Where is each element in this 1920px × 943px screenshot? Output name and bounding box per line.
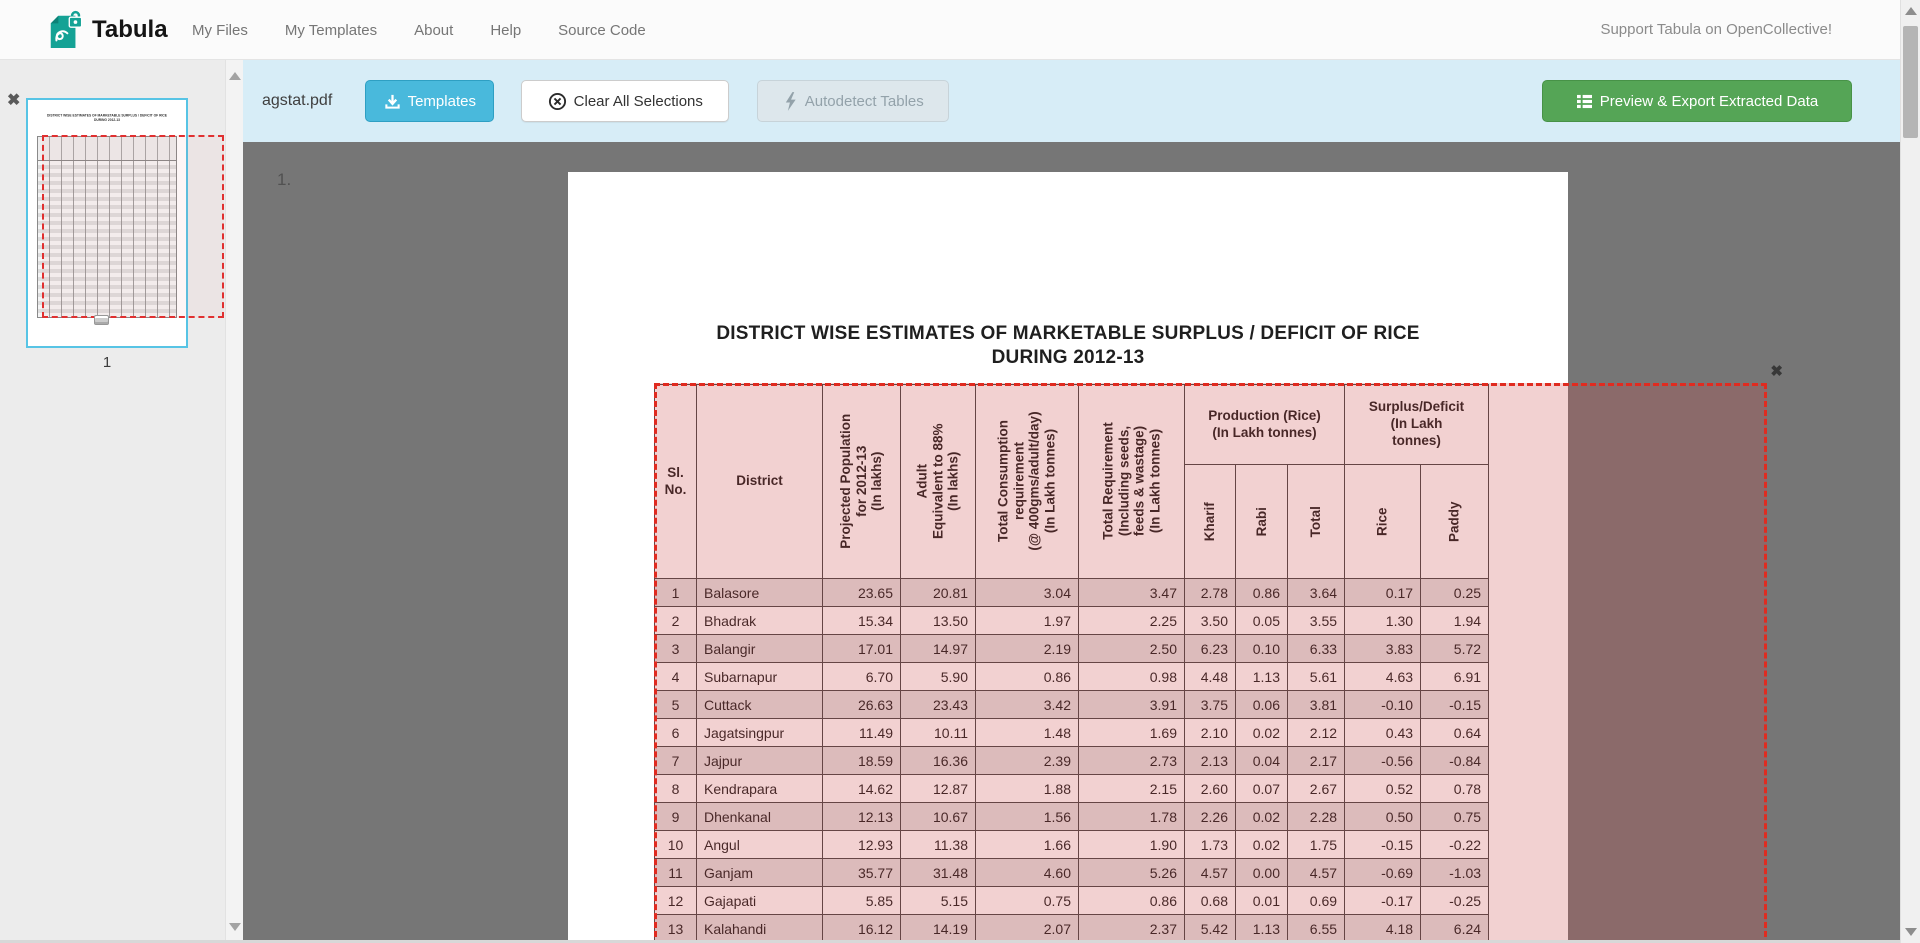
tabula-logo-icon[interactable] (46, 9, 84, 51)
header-rotated-3: Total Requirement (Including seeds, feeds & wastage) (In Lakh tonnes) (1079, 385, 1185, 579)
cell-value: 4.60 (976, 859, 1079, 887)
table-list-icon (1576, 94, 1593, 109)
header-group-1: Surplus/Deficit (In Lakh tonnes) (1345, 385, 1489, 465)
cell-value: 5.61 (1288, 663, 1345, 691)
cell-value: 26.63 (823, 691, 901, 719)
cell-value: 4.48 (1185, 663, 1236, 691)
cell-value: 0.75 (976, 887, 1079, 915)
cell-value: 1 (655, 579, 697, 607)
navbar (0, 0, 1920, 60)
preview-export-label: Preview & Export Extracted Data (1599, 92, 1819, 110)
header-rotated-2: Total Consumption requirement (@ 400gms/adult/day) (In Lakh tonnes) (976, 385, 1079, 579)
cell-value: 5.90 (901, 663, 976, 691)
cell-value: -0.22 (1421, 831, 1489, 859)
support-link[interactable]: Support Tabula on OpenCollective! (1600, 21, 1832, 38)
cell-value: 3.42 (976, 691, 1079, 719)
cell-value: 4 (655, 663, 697, 691)
scrollbar-up-icon[interactable] (1905, 7, 1917, 15)
cell-value: 13 (655, 915, 697, 943)
page-sidebar (0, 60, 243, 943)
scroll-up-icon[interactable] (229, 72, 241, 80)
cell-value: 14.62 (823, 775, 901, 803)
nav-item-help[interactable]: Help (490, 21, 522, 39)
cell-value: 12.13 (823, 803, 901, 831)
cell-value: 3.64 (1288, 579, 1345, 607)
cell-value: 0.78 (1421, 775, 1489, 803)
cell-value: 0.75 (1421, 803, 1489, 831)
cell-value: 0.07 (1236, 775, 1288, 803)
pdf-viewer-area (243, 142, 1900, 943)
cell-value: 2.28 (1288, 803, 1345, 831)
nav-item-source-code[interactable]: Source Code (558, 21, 646, 39)
cell-district: Ganjam (697, 859, 823, 887)
cell-value: 2 (655, 607, 697, 635)
cell-value: 3.50 (1185, 607, 1236, 635)
cell-value: -1.03 (1421, 859, 1489, 887)
cell-value: 1.66 (976, 831, 1079, 859)
header-sub-paddy: Paddy (1421, 465, 1489, 579)
templates-button[interactable] (365, 80, 494, 122)
cell-value: -0.10 (1345, 691, 1421, 719)
cell-value: 0.02 (1236, 831, 1288, 859)
cell-value: 3.81 (1288, 691, 1345, 719)
sidebar-scrollbar[interactable] (225, 60, 243, 943)
cell-value: 1.30 (1345, 607, 1421, 635)
header-rotated-0: Projected Population for 2012-13 (In lakhs) (823, 385, 901, 579)
cell-value: 6.23 (1185, 635, 1236, 663)
cell-value: 0.02 (1236, 803, 1288, 831)
cell-value: 2.10 (1185, 719, 1236, 747)
toolbar (243, 60, 1900, 142)
cell-value: 1.78 (1079, 803, 1185, 831)
cell-value: 6.70 (823, 663, 901, 691)
cell-value: 2.19 (976, 635, 1079, 663)
cell-value: 0.25 (1421, 579, 1489, 607)
cell-value: 1.88 (976, 775, 1079, 803)
cell-value: -0.17 (1345, 887, 1421, 915)
cell-value: 31.48 (901, 859, 976, 887)
filename-label: agstat.pdf (262, 92, 333, 109)
cell-value: 0.68 (1185, 887, 1236, 915)
cell-value: 12.87 (901, 775, 976, 803)
cell-value: 0.98 (1079, 663, 1185, 691)
clear-all-selections-button[interactable] (521, 80, 729, 122)
cell-value: 16.12 (823, 915, 901, 943)
cell-value: 0.10 (1236, 635, 1288, 663)
selection-close-icon[interactable]: ✖ (1770, 363, 1783, 380)
cell-value: 3 (655, 635, 697, 663)
cell-value: 4.63 (1345, 663, 1421, 691)
cell-district: Gajapati (697, 887, 823, 915)
cell-value: 2.07 (976, 915, 1079, 943)
cell-value: 1.48 (976, 719, 1079, 747)
cell-value: 6.55 (1288, 915, 1345, 943)
cell-value: 18.59 (823, 747, 901, 775)
cell-value: 3.91 (1079, 691, 1185, 719)
cell-value: 5.72 (1421, 635, 1489, 663)
cell-district: Bhadrak (697, 607, 823, 635)
cell-value: 0.69 (1288, 887, 1345, 915)
cell-value: 0.04 (1236, 747, 1288, 775)
cell-value: 2.12 (1288, 719, 1345, 747)
cell-value: 2.25 (1079, 607, 1185, 635)
thumbnail-page-number: 1 (102, 354, 112, 371)
cell-value: 2.26 (1185, 803, 1236, 831)
cell-value: 6.24 (1421, 915, 1489, 943)
cell-value: 0.02 (1236, 719, 1288, 747)
cell-value: 0.17 (1345, 579, 1421, 607)
cell-district: Subarnapur (697, 663, 823, 691)
cell-value: 1.75 (1288, 831, 1345, 859)
cell-value: -0.25 (1421, 887, 1489, 915)
navbar-menu (192, 0, 646, 60)
cell-district: Angul (697, 831, 823, 859)
cell-value: 2.17 (1288, 747, 1345, 775)
cell-value: 4.57 (1288, 859, 1345, 887)
cell-value: 35.77 (823, 859, 901, 887)
cell-value: 11.38 (901, 831, 976, 859)
cell-value: 16.36 (901, 747, 976, 775)
cell-value: 2.67 (1288, 775, 1345, 803)
cell-value: 1.97 (976, 607, 1079, 635)
nav-item-my-files[interactable]: My Files (192, 21, 248, 39)
cell-value: 0.64 (1421, 719, 1489, 747)
cell-value: 6.33 (1288, 635, 1345, 663)
nav-item-about[interactable]: About (414, 21, 454, 39)
cell-value: 2.15 (1079, 775, 1185, 803)
header-sub-kharif: Kharif (1185, 465, 1236, 579)
cell-value: 11.49 (823, 719, 901, 747)
cell-value: 4.18 (1345, 915, 1421, 943)
cell-value: 5.85 (823, 887, 901, 915)
thumbnail-selection-handle[interactable] (94, 315, 109, 325)
cell-value: 14.19 (901, 915, 976, 943)
cell-value: 4.57 (1185, 859, 1236, 887)
cell-value: 2.78 (1185, 579, 1236, 607)
cell-value: 2.60 (1185, 775, 1236, 803)
cell-value: 0.00 (1236, 859, 1288, 887)
cell-value: 3.75 (1185, 691, 1236, 719)
header-sub-rice: Rice (1345, 465, 1421, 579)
header-sub-total: Total (1288, 465, 1345, 579)
cell-district: Balasore (697, 579, 823, 607)
cell-value: 0.86 (1236, 579, 1288, 607)
header-sub-rabi: Rabi (1236, 465, 1288, 579)
cell-value: -0.15 (1421, 691, 1489, 719)
header-group-0: Production (Rice) (In Lakh tonnes) (1185, 385, 1345, 465)
window-scrollbar[interactable] (1900, 0, 1920, 943)
cell-district: Dhenkanal (697, 803, 823, 831)
cell-value: 2.73 (1079, 747, 1185, 775)
flash-icon (783, 92, 798, 111)
nav-item-my-templates[interactable]: My Templates (284, 21, 378, 39)
cell-value: 1.13 (1236, 663, 1288, 691)
cell-value: -0.84 (1421, 747, 1489, 775)
remove-circle-icon (548, 92, 567, 111)
cell-value: 2.13 (1185, 747, 1236, 775)
cell-value: 5.15 (901, 887, 976, 915)
header-district: District (697, 385, 823, 579)
cell-value: 15.34 (823, 607, 901, 635)
cell-value: 23.65 (823, 579, 901, 607)
header-rotated-1: Adult Equivalent to 88% (In lakhs) (901, 385, 976, 579)
cell-value: 3.04 (976, 579, 1079, 607)
cell-value: 0.01 (1236, 887, 1288, 915)
cell-value: 1.13 (1236, 915, 1288, 943)
cell-value: 0.05 (1236, 607, 1288, 635)
save-template-icon (384, 93, 401, 110)
page-number-overlay: 1. (277, 170, 292, 189)
autodetect-tables-label: Autodetect Tables (804, 92, 924, 110)
cell-value: 5 (655, 691, 697, 719)
cell-value: 5.26 (1079, 859, 1185, 887)
pdf-table-title: DISTRICT WISE ESTIMATES OF MARKETABLE SURPLUS / DEFICIT OF RICE DURING 2012-13 (716, 323, 1420, 368)
cell-value: 0.06 (1236, 691, 1288, 719)
preview-export-button[interactable] (1542, 80, 1852, 122)
cell-value: 17.01 (823, 635, 901, 663)
table-selection-box[interactable] (654, 363, 1783, 943)
thumbnail-close-icon[interactable]: ✖ (7, 92, 21, 109)
cell-value: 2.50 (1079, 635, 1185, 663)
cell-value: 11 (655, 859, 697, 887)
scrollbar-thumb[interactable] (1903, 26, 1918, 138)
header-sl-no: Sl. No. (655, 385, 697, 579)
cell-value: -0.56 (1345, 747, 1421, 775)
cell-district: Kendrapara (697, 775, 823, 803)
cell-value: 23.43 (901, 691, 976, 719)
cell-district: Balangir (697, 635, 823, 663)
cell-value: 2.37 (1079, 915, 1185, 943)
cell-value: -0.15 (1345, 831, 1421, 859)
cell-value: 3.83 (1345, 635, 1421, 663)
cell-district: Cuttack (697, 691, 823, 719)
cell-district: Jagatsingpur (697, 719, 823, 747)
scrollbar-down-icon[interactable] (1905, 928, 1917, 936)
thumbnail-selection-box[interactable] (42, 135, 224, 318)
cell-value: 1.94 (1421, 607, 1489, 635)
scroll-down-icon[interactable] (229, 923, 241, 931)
clear-all-selections-label: Clear All Selections (573, 92, 703, 110)
autodetect-tables-button[interactable] (757, 80, 949, 122)
cell-value: 13.50 (901, 607, 976, 635)
cell-value: 12.93 (823, 831, 901, 859)
cell-value: 20.81 (901, 579, 976, 607)
thumbnail-mini-title: DISTRICT WISE ESTIMATES OF MARKETABLE SURPLUS / DEFICIT OF RICE DURING 2012-13 (47, 114, 167, 122)
cell-value: 6 (655, 719, 697, 747)
cell-value: 1.90 (1079, 831, 1185, 859)
cell-value: 14.97 (901, 635, 976, 663)
cell-value: 9 (655, 803, 697, 831)
cell-value: 10.67 (901, 803, 976, 831)
cell-value: 8 (655, 775, 697, 803)
cell-value: 0.86 (1079, 887, 1185, 915)
cell-value: 1.73 (1185, 831, 1236, 859)
cell-value: 12 (655, 887, 697, 915)
cell-value: 10 (655, 831, 697, 859)
cell-value: 3.55 (1288, 607, 1345, 635)
cell-value: -0.69 (1345, 859, 1421, 887)
cell-value: 3.47 (1079, 579, 1185, 607)
cell-value: 1.56 (976, 803, 1079, 831)
cell-value: 0.50 (1345, 803, 1421, 831)
cell-district: Jajpur (697, 747, 823, 775)
cell-value: 6.91 (1421, 663, 1489, 691)
cell-value: 0.52 (1345, 775, 1421, 803)
cell-value: 10.11 (901, 719, 976, 747)
cell-value: 0.43 (1345, 719, 1421, 747)
cell-value: 0.86 (976, 663, 1079, 691)
cell-value: 5.42 (1185, 915, 1236, 943)
templates-label: Templates (407, 92, 476, 110)
cell-value: 2.39 (976, 747, 1079, 775)
cell-value: 1.69 (1079, 719, 1185, 747)
cell-value: 7 (655, 747, 697, 775)
cell-district: Kalahandi (697, 915, 823, 943)
brand-name[interactable]: Tabula (92, 16, 168, 43)
